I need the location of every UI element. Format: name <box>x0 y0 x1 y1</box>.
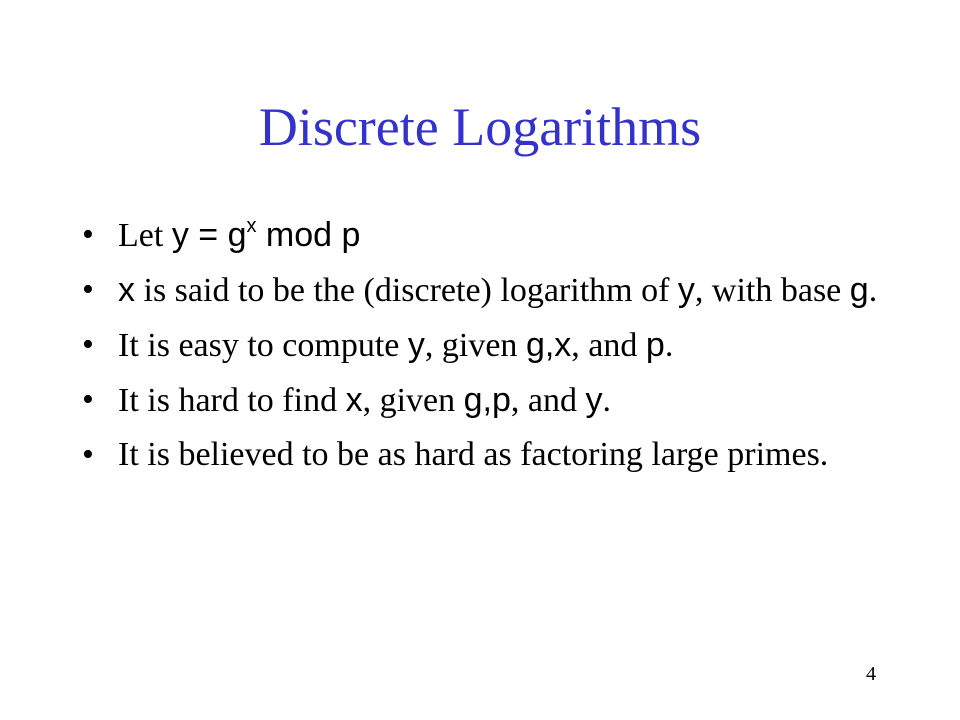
math-equals: = <box>188 216 228 254</box>
math-variable-y: y <box>677 271 695 309</box>
math-variable-y: y <box>585 381 603 419</box>
math-variable-p: p <box>645 326 665 364</box>
slide-title: Discrete Logarithms <box>258 97 702 157</box>
bullet-definition <box>82 214 882 257</box>
math-variable-x: x <box>345 381 363 419</box>
math-variable-g: g <box>849 271 869 309</box>
bullet-dot: • <box>82 326 94 363</box>
bullet-dot: • <box>82 216 94 253</box>
math-exponent-x: x <box>246 214 257 237</box>
math-variables-g-p: g,p <box>463 381 511 419</box>
bullet-logarithm <box>82 269 882 312</box>
bullet-text-segment: It is believed to be as hard as factoring large primes. <box>118 436 829 473</box>
bullet-text-segment: , and <box>571 327 646 364</box>
bullet-text-segment: It is hard to find <box>118 382 346 419</box>
math-variable-g: g <box>227 216 247 254</box>
bullet-text-segment: . <box>868 272 878 309</box>
bullet-dot: • <box>82 271 94 308</box>
math-mod: mod <box>256 216 342 254</box>
bullet-hard-find <box>82 379 882 422</box>
math-variable-p: p <box>341 216 361 254</box>
math-variable-x: x <box>118 271 135 309</box>
bullet-dot: • <box>82 436 94 473</box>
math-variable-y: y <box>171 216 189 254</box>
bullet-dot: • <box>82 381 94 418</box>
bullet-list <box>82 214 882 488</box>
bullet-text-segment: is said to be the (discrete) logarithm of <box>135 272 678 309</box>
page-number: 4 <box>866 663 876 685</box>
bullet-text-segment: , and <box>510 382 586 419</box>
math-variables-g-x: g,x <box>525 326 572 364</box>
bullet-factoring <box>82 434 882 476</box>
math-variable-y: y <box>407 326 425 364</box>
bullet-text-segment: . <box>664 327 674 364</box>
bullet-text-segment: , with base <box>694 272 850 309</box>
bullet-text-segment: . <box>602 382 611 419</box>
bullet-text-segment: , given <box>424 327 526 364</box>
bullet-text-segment: It is easy to compute <box>118 327 408 364</box>
bullet-easy-compute <box>82 324 882 367</box>
bullet-text-segment: Let <box>118 217 172 254</box>
bullet-text-segment: , given <box>362 382 464 419</box>
